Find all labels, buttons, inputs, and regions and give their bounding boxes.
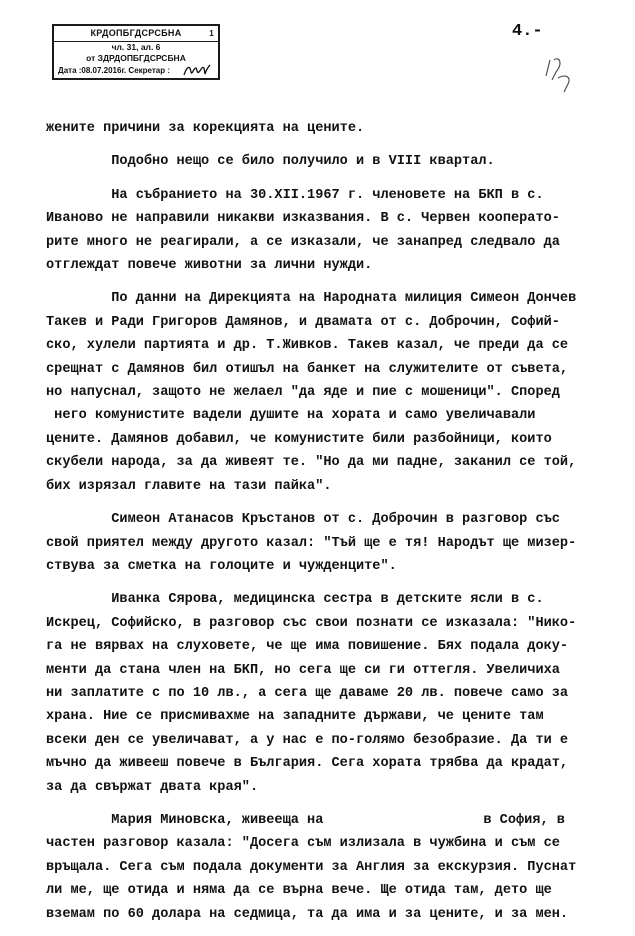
stamp-header-text: КРДОПБГДСРСБНА [90,28,182,38]
paragraph [46,150,621,173]
text-line: свой приятел между другото казал: "Тъй ще е тя! Народът ще мизер- [46,535,577,551]
stamp-line-1: чл. 31, ал. 6 [111,42,161,52]
stamp-header [54,26,218,42]
paragraph [46,184,621,278]
stamp-line-2: от ЗДРДОПБГДСРСБНА [86,53,186,63]
text-line: ствува за сметка на голоците и чужденците". [46,558,397,574]
stamp-header-number: 1 [209,29,214,38]
paragraph [46,809,621,926]
text-line: цените. Дамянов добавил, че комунистите били разбойници, които [46,431,552,447]
text-line: Симеон Атанасов Кръстанов от с. Доброчин в разговор със [46,512,560,528]
secretary-signature [182,62,212,78]
text-line: връщала. Сега съм подала документи за Англия за екскурзия. Пуснат [46,859,577,875]
text-line: вземам по 60 долара на седмица, та да има и за цените, и за мен. [46,906,569,922]
text-line: Такев и Ради Григоров Дамянов, и двамата от с. Доброчин, Софий- [46,314,560,330]
text-line: бих изрязал главите на тази пайка". [46,478,332,494]
text-line: него комунистите вадели душите на хората и само увеличавали [46,408,536,424]
text-line: рите много не реагирали, а се изказали, че занапред следвало да [46,234,560,250]
stamp-line-3 [54,64,218,78]
text-line: ни заплатите с по 10 лв., а сега ще даваме 20 лв. повече само за [46,685,569,701]
text-line: скубели народа, за да живеят те. "Но да ми падне, заканил се той, [46,455,577,471]
text-line: всеки ден се увеличават, а у нас е по-голямо безобразие. Да ти е [46,732,569,748]
text-line: Искрец, Софийско, в разговор със свои познати се изказала: "Нико- [46,615,577,631]
text-line: На събранието на 30.XII.1967 г. членовете на БКП в с. [46,187,544,203]
text-line: По данни на Дирекцията на Народната милиция Симеон Дончев [46,291,577,307]
stamp-date-secretary: Дата :08.07.2016г. Секретар : [58,66,171,75]
text-line: храна. Ние се присмивахме на западните държави, че цените там [46,709,544,725]
text-line-start: Мария Миновска, живееща на [46,812,324,828]
text-line: мъчно да живееш повече в България. Сега хората трябва да крадат, [46,756,569,772]
text-line: ли ме, ще отида и няма да се върна вече. Ще отида там, дето ще [46,883,552,899]
text-line: Иваново не направили никакви изказвания. В с. Червен кооперато- [46,211,560,227]
text-line: менти да стана член на БКП, но сега ще си ги оттегля. Увеличиха [46,662,560,678]
paragraph [46,508,621,578]
text-line: Подобно нещо се било получило и в VIII квартал. [46,154,495,170]
text-line [46,809,621,832]
text-line: отглеждат повече животни за лични нужди. [46,258,373,274]
paragraph [46,287,621,498]
paragraph [46,588,621,799]
text-line: га не вярвах на слуховете, че ще има повишение. Бях подала доку- [46,639,569,655]
archive-handwritten-mark [542,54,582,94]
text-line: ско, хулели партията и др. Т.Живков. Такев казал, че преди да се [46,338,569,354]
text-line: Иванка Сярова, медицинска сестра в детските ясли в с. [46,592,544,608]
document-body [46,117,621,936]
archive-stamp [52,24,220,80]
text-line: за да свържат двата края". [46,779,259,795]
paragraph [46,117,621,140]
text-line: частен разговор казала: "Досега съм излизала в чужбина и съм се [46,836,560,852]
text-line: жените причини за корекцията на цените. [46,121,365,136]
text-line: но напуснал, защото не желаел "да яде и пие с мошеници". Според [46,385,560,401]
page-number: 4.- [512,22,543,41]
text-line: срещнат с Дамянов бил отишъл на банкет на служителите от съвета, [46,361,569,377]
text-line-end: в София, в [483,812,565,828]
